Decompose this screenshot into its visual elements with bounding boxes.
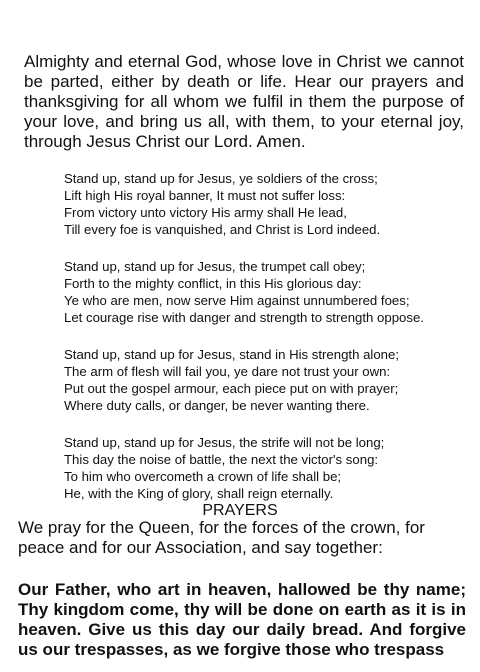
hymn-line: Forth to the mighty conflict, in this His glorious day: — [64, 276, 362, 291]
lords-prayer-text: Our Father, who art in heaven, hallowed be thy name; Thy kingdom come, thy will be done on earth as it is in heaven. Give us this day our daily bread. And forgive us our trespasses, as we forgive those who trespass — [18, 580, 466, 659]
hymn-line: Stand up, stand up for Jesus, the strife will not be long; — [64, 435, 385, 450]
hymn-line: Till every foe is vanquished, and Christ is Lord indeed. — [64, 222, 381, 237]
hymn-line: Lift high His royal banner, It must not suffer loss: — [64, 188, 346, 203]
intercession-text: We pray for the Queen, for the forces of the crown, for peace and for our Association, and say together: — [18, 518, 425, 557]
hymn-line: Put out the gospel armour, each piece put on with prayer; — [64, 381, 399, 396]
hymn-line: From victory unto victory His army shall He lead, — [64, 205, 347, 220]
hymn-verse — [64, 258, 464, 326]
hymn-line: Stand up, stand up for Jesus, the trumpet call obey; — [64, 259, 366, 274]
hymn-line: Where duty calls, or danger, be never wanting there. — [64, 398, 370, 413]
hymn-verse — [64, 434, 464, 502]
hymn-line: Ye who are men, now serve Him against unnumbered foes; — [64, 293, 410, 308]
hymn-verse — [64, 346, 464, 414]
hymn-line: He, with the King of glory, shall reign eternally. — [64, 486, 334, 501]
hymn-line: Stand up, stand up for Jesus, ye soldiers of the cross; — [64, 171, 378, 186]
opening-prayer-text: Almighty and eternal God, whose love in Christ we cannot be parted, either by death or life. Hear our prayers and thanksgiving for all whom we fulfil in them the purpose of your love, and bring us all, with them, to your eternal joy, through Jesus Christ our Lord. Amen. — [24, 52, 464, 151]
hymn-line: This day the noise of battle, the next the victor's song: — [64, 452, 379, 467]
hymn-line: Let courage rise with danger and strength to strength oppose. — [64, 310, 424, 325]
opening-prayer — [24, 52, 464, 152]
hymn-line: To him who overcometh a crown of life shall be; — [64, 469, 342, 484]
prayers-heading: PRAYERS — [202, 502, 278, 519]
hymn-verse — [64, 170, 464, 238]
hymn — [64, 170, 464, 522]
hymn-line: Stand up, stand up for Jesus, stand in His strength alone; — [64, 347, 400, 362]
hymn-line: The arm of flesh will fail you, ye dare not trust your own: — [64, 364, 391, 379]
